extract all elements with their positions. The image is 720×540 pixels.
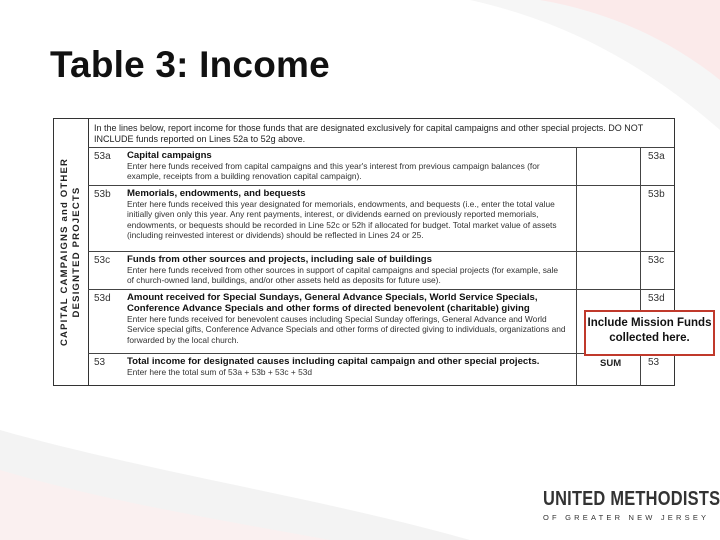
line-heading: Total income for designated causes including capital campaign and other special projects. <box>127 356 540 367</box>
line-description <box>127 188 567 241</box>
table-row <box>88 147 674 186</box>
side-label-line2: DESIGNTED PROJECTS <box>71 186 82 318</box>
amount-column-divider <box>576 148 577 186</box>
side-label <box>59 158 83 346</box>
logo-tagline: OF GREATER NEW JERSEY <box>543 513 710 522</box>
code-column-divider <box>640 148 641 186</box>
line-detail: Enter here funds received from capital campaigns and this year's interest from previous campaign balances (for example, receipts from a building renovation capital campaign). <box>127 161 540 182</box>
line-number: 53a <box>94 151 111 162</box>
line-code: 53c <box>648 255 665 266</box>
line-code: 53a <box>648 151 665 162</box>
table-row <box>88 251 674 290</box>
line-detail: Enter here funds received this year designated for memorials, endowments, and bequests (i.e., enter the total value initially given only this year. Any rent payments, interest, or dividends earned on previously reported memorials, endowments, or bequests should be recorded in Line 52c or 52h if allocated for budget. Total market value of assets (including reinvested interest or dividends) should be reflected in Lines 24 or 25. <box>127 199 557 241</box>
line-number: 53 <box>94 357 106 368</box>
logo-wordmark: UNITED METHODISTS <box>543 488 720 510</box>
table-row <box>88 185 674 252</box>
line-number: 53b <box>94 189 111 200</box>
organization-logo <box>543 488 720 522</box>
amount-column-divider <box>576 354 577 386</box>
line-description <box>127 254 567 286</box>
mission-funds-callout: Include Mission Funds collected here. <box>584 310 715 356</box>
sum-label: SUM <box>600 358 622 369</box>
line-detail: Enter here the total sum of 53a + 53b + 53c + 53d <box>127 367 313 377</box>
line-description <box>127 150 567 182</box>
amount-column-divider <box>576 252 577 290</box>
table-row <box>88 353 674 386</box>
table-intro: In the lines below, report income for those funds that are designated exclusively for capital campaigns and other special projects. DO NOT INCLUDE funds reported on Lines 52a to 52g above. <box>94 123 644 144</box>
side-label-column <box>54 119 89 385</box>
side-label-line1: CAPITAL CAMPAIGNS and OTHER <box>59 157 70 347</box>
line-code: 53 <box>648 357 660 368</box>
line-description <box>127 356 567 377</box>
code-column-divider <box>640 252 641 290</box>
line-code: 53b <box>648 189 665 200</box>
code-column-divider <box>640 354 641 386</box>
slide-title: Table 3: Income <box>50 44 330 85</box>
line-heading: Funds from other sources and projects, including sale of buildings <box>127 254 432 265</box>
line-code: 53d <box>648 293 665 304</box>
line-heading: Amount received for Special Sundays, General Advance Specials, World Service Specials, Conference Advance Specials and other forms of directed benevolent (charitable) giving <box>127 292 538 314</box>
amount-column-divider <box>576 186 577 252</box>
income-table <box>53 118 675 386</box>
line-number: 53d <box>94 293 111 304</box>
amount-column-divider <box>576 290 577 354</box>
code-column-divider <box>640 186 641 252</box>
line-heading: Memorials, endowments, and bequests <box>127 188 306 199</box>
line-number: 53c <box>94 255 111 266</box>
line-description <box>127 292 567 345</box>
line-heading: Capital campaigns <box>127 150 212 161</box>
line-detail: Enter here funds received for benevolent causes including Special Sunday offerings, General Advance and World Service special gifts, Conference Advance Specials and other forms of directed giving to individuals, organizations and forwarded by the local church. <box>127 314 566 345</box>
line-detail: Enter here funds received from other sources in support of capital campaigns and special projects (for example, sale of church-owned land, buildings, and/or other assets held as deposits for future use). <box>127 265 559 286</box>
